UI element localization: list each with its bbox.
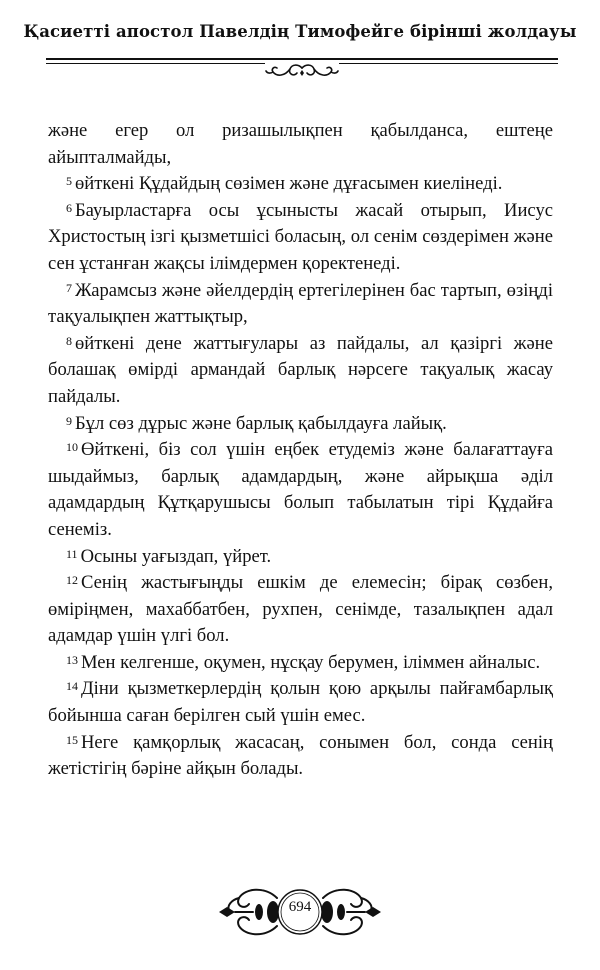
verse-text: Бұл сөз дұрыс және барлық қабылдауға лайық.	[75, 412, 447, 434]
verse-text: Бауырластарға осы ұсынысты жасай отырып, Иисус Христостың ізгі қызметшісі боласың, ол сенім сөздерімен және сен ұстанған жақсы ілімдермен қоректенеді.	[48, 199, 553, 274]
verse-number: 14	[66, 679, 78, 694]
verse	[48, 171, 553, 198]
verse-text: өйткені Құдайдың сөзімен және дұғасымен киелінеді.	[75, 173, 503, 195]
verse-text: Сенің жастығыңды ешкім де елемесін; бірақ сөзбен, өміріңмен, махаббатбен, рухпен, сенімде, тазалықпен адал адамдар үшін үлгі бол.	[48, 572, 553, 647]
verse	[48, 650, 553, 677]
verse-number: 12	[66, 573, 78, 588]
verse-text: Жарамсыз және әйелдердің ертегілерінен бас тартып, өзіңді тақуалықпен жаттықтыр,	[48, 279, 553, 328]
verse-text: Осыны уағыздап, үйрет.	[80, 545, 272, 567]
verse-number: 5	[66, 174, 72, 189]
verse-text: Діни қызметкерлердің қолын қою арқылы пайғамбарлық бойынша саған берілген сый үшін емес.	[48, 678, 553, 727]
running-header: Қасиетті апостол Павелдің Тимофейге бірінші жолдауы	[23, 22, 577, 41]
verse	[48, 198, 553, 278]
verse-number: 11	[66, 546, 78, 561]
verse	[48, 437, 553, 543]
verse-number: 8	[66, 333, 72, 348]
verse-number: 13	[66, 652, 78, 667]
verse	[48, 676, 553, 729]
verse-number: 15	[66, 732, 78, 747]
verse-number: 10	[66, 440, 78, 455]
verse-text: Өйткені, біз сол үшін еңбек етудеміз және балағаттауға шыдаймыз, барлық адамдардың, және айрықша әділ адамдардың Құтқарушысы болып табылатын тірі Құдайға сенеміз.	[48, 439, 553, 540]
verse-text: Мен келгенше, оқумен, нұсқау берумен, іліммен айналыс.	[81, 651, 541, 673]
verse	[48, 118, 553, 171]
verse-number: 9	[66, 413, 72, 428]
verse-text: өйткені дене жаттығулары аз пайдалы, ал қазіргі және болашақ өмірді армандай барлық нәрсеге тақуалық жасау пайдалы.	[48, 332, 553, 407]
verse-number: 7	[66, 280, 72, 295]
verse	[48, 331, 553, 411]
header-ornament-icon	[265, 62, 339, 84]
verse	[48, 411, 553, 438]
verse-number: 6	[66, 200, 72, 215]
verse	[48, 278, 553, 331]
verse-text: және егер ол ризашылықпен қабылданса, ештеңе айыпталмайды,	[48, 120, 553, 168]
verse	[48, 730, 553, 783]
verse	[48, 544, 553, 571]
header-rule-thick	[46, 58, 558, 60]
scripture-text	[48, 118, 553, 783]
verse-text: Неге қамқорлық жасасаң, сонымен бол, сонда сенің жетістігің бәріне айқын болады.	[48, 731, 553, 780]
verse	[48, 570, 553, 650]
page-number: 694	[288, 899, 312, 915]
